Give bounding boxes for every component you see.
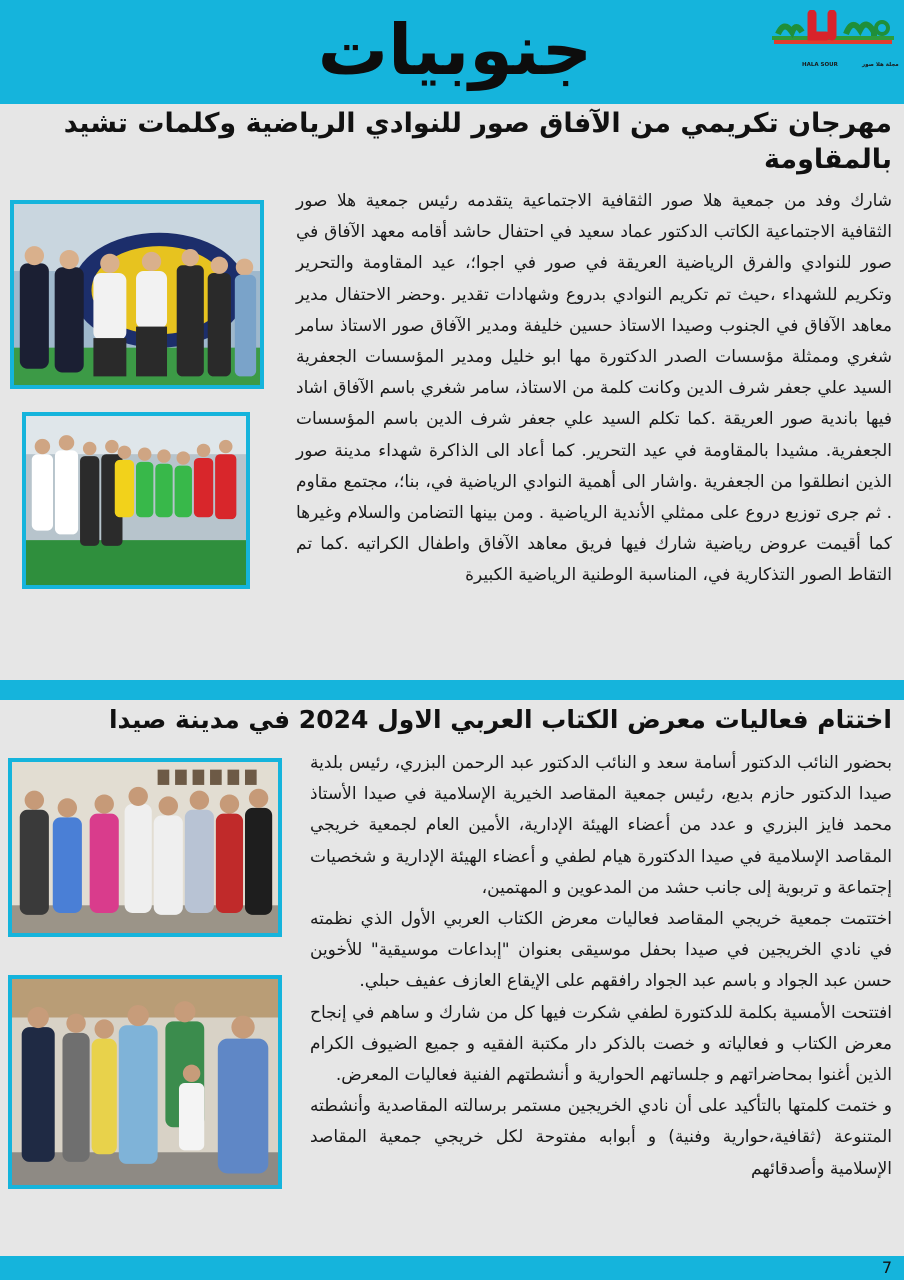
logo-mark-icon [772,10,894,60]
page-footer [0,1256,904,1280]
article-1-photo-1 [10,200,264,389]
article-2-paragraph-4: و ختمت كلمتها بالتأكيد على أن نادي الخريجين مستمر برسالته المقاصدية وأنشطته المتنوعة (ثقافية،حوارية وفنية) و أبوابه مفتوحة لكل خريجي جمعية المقاصد الإسلامية وأصدقائهم [310,1096,892,1179]
article-2-photo-2 [8,975,282,1189]
article-2-photo-1 [8,758,282,937]
article-2-paragraph-1: بحضور النائب الدكتور أسامة سعد و النائب الدكتور عبد الرحمن البزري، رئيس بلدية صيدا الدكتور حازم بديع، رئيس جمعية المقاصد الخيرية الإسلامية في صيدا الأستاذ محمد فايز البزري و عدد من أعضاء الهيئة الإدارية، الأمين العام لجمعية خريجي المقاصد الإسلامية في صيدا الدكتورة هيام لطفي و أعضاء الهيئة الإدارية و شخصيات إجتماعة و تربوية إلى جانب حشد من المدعوين و المهتمين، [310,753,892,898]
hala-sour-logo [772,10,899,72]
page-header [0,0,904,104]
section-title: جنوبيات [317,9,593,91]
article-2-paragraph-3: افتتحت الأمسية بكلمة للدكتورة لطفي شكرت فيها كل من شارك و ساهم في إنجاح معرض الكتاب و فعالياته و خصت بالذكر دار مكتبة الفقيه و جميع الضيوف الكرام الذين أغنوا بمحاضراتهم و جلساتهم الحوارية و أنشطتهم الفنية فعاليات المعرض. [310,1002,892,1086]
section-divider [0,680,904,700]
article-1-title: مهرجان تكريمي من الآفاق صور للنوادي الرياضية وكلمات تشيد بالمقاومة [63,108,892,175]
article-2-title: اختتام فعاليات معرض الكتاب العربي الاول 2024 في مدينة صيدا [108,705,892,734]
article-1-paragraph: شارك وفد من جمعية هلا صور الثقافية الاجتماعية يتقدمه رئيس جمعية هلا صور الثقافية الاجتماعية الكاتب الدكتور عماد سعيد في احتفال حاشد أقامه معهد الآفاق في صور للنوادي والفرق الرياضية العريقة في صور في اجوا؛، عيد المقاومة والتحرير وتكريم للشهداء ،حيث تم تكريم النوادي بدروع وشهادات تقدير .وحضر الاحتفال مدير معاهد الآفاق في الجنوب وصيدا الاستاذ حسين خليفة ومدير الآفاق صور الاستاذ سامر شغري وممثلة مؤسسات الصدر الدكتورة مها ابو خليل ومدير المؤسسات الجعفرية السيد علي جعفر شرف الدين وكانت كلمة من الاستاذ، سامر شغري باسم الآفاق اشاد فيها باندية صور العريقة .كما تكلم السيد علي جعفر شرف الدين باسم المؤسسات الجعفرية. مشيدا بالمقاومة في عيد التحرير. كما أعاد الى الذاكرة شهداء مدينة صور الذين انطلقوا من الجعفرية .واشار الى أهمية النوادي الرياضية في، بنا؛، مجتمع مقاوم . ثم جرى توزيع دروع على ممثلي الأندية الرياضية . ومن بينها التضامن والسلام وغيرها كما أقيمت عروض رياضية شارك فيها فريق معاهد الآفاق واطفال الكراتيه .كما تم التقاط الصور التذكارية في، المناسبة الوطنية الرياضية الكبيرة [296,191,892,586]
logo-latin: HALA SOUR [802,62,838,68]
page-number: 7 [881,1258,892,1277]
article-1-photo-2 [22,412,250,589]
logo-tagline: مجلة هلا صور [862,62,899,68]
article-1-body [296,186,892,592]
article-2-paragraph-2: اختتمت جمعية خريجي المقاصد فعاليات معرض الكتاب العربي الأول الذي نظمته في نادي الخريجين في صيدا بحفل موسيقى بعنوان "إبداعات موسيقية" للأخوين حسن عبد الجواد و باسم عبد الجواد رافقهم على الإيقاع العازف عفيف حبلي. [310,909,892,992]
article-2-body [310,748,892,1185]
